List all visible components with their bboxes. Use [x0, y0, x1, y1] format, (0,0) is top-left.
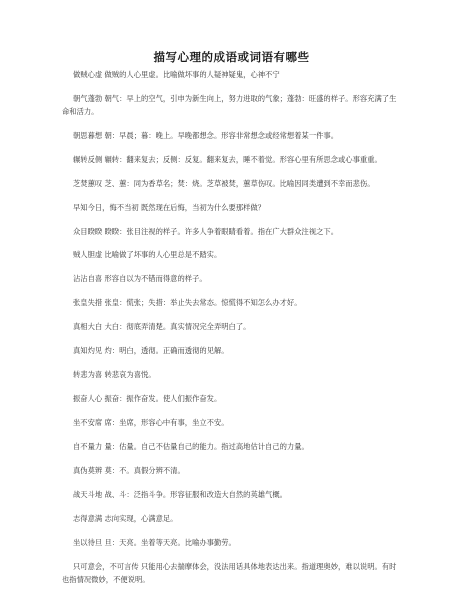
idiom-entry: 朝气蓬勃 朝气：早上的空气，引申为新生向上，努力进取的气象；蓬勃：旺盛的样子。形容充满了生命和活力。	[62, 93, 397, 116]
idiom-entry: 只可意会，不可言传 只能用心去揣摩体会，没法用话具体地表达出来。指道理奥妙，难以说明。有时也指情况微妙，不便说明。	[62, 562, 397, 584]
idiom-entry: 振奋人心 振奋：振作奋发。使人们振作奋发。	[73, 394, 222, 404]
idiom-entry: 做贼心虚 做贼的人心里虚。比喻做坏事的人疑神疑鬼，心神不宁	[73, 70, 280, 79]
idiom-entry: 坐以待旦 旦：天亮。坐着等天亮。比喻办事勤劳。	[73, 538, 236, 548]
idiom-entry: 沾沾自喜 形容自以为不错而得意的样子。	[73, 274, 207, 284]
idiom-entry: 真知灼见 灼：明白，透彻。正确而透彻的见解。	[73, 346, 229, 356]
idiom-entry: 真伪莫辨 莫：不。真假分辨不清。	[73, 466, 185, 476]
idiom-entry: 张皇失措 张皇：慌张；失措：举止失去常态。惊慌得不知怎么办才好。	[73, 298, 302, 308]
idiom-entry: 转悲为喜 转悲哀为喜悦。	[73, 370, 156, 380]
document-title: 描写心理的成语或词语有哪些	[153, 50, 310, 64]
idiom-entry: 众目睽睽 睽睽：张目注视的样子。许多人争着眼睛看着。指在广大群众注视之下。	[73, 226, 339, 236]
idiom-entry: 芝焚蕙叹 芝、蕙：同为香草名；焚：烧。芝草被焚，蕙草伤叹。比喻因同类遭到不幸而悲伤。	[73, 178, 375, 188]
idiom-entry: 坐不安席 席：坐席，形容心中有事，坐立不安。	[73, 418, 229, 428]
idiom-entry: 贼人胆虚 比喻做了坏事的人心里总是不踏实。	[73, 250, 222, 260]
idiom-entry: 志得意满 志向实现，心满意足。	[73, 514, 178, 524]
idiom-entry: 真相大白 大白：彻底弄清楚。真实情况完全弄明白了。	[73, 322, 251, 332]
idiom-list	[62, 69, 400, 598]
idiom-entry: 自不量力 量：估量。自己不估量自己的能力。指过高地估计自己的力量。	[73, 442, 309, 452]
idiom-entry: 早知今日，悔不当初 既然现在后悔，当初为什么要那样做？	[73, 202, 266, 212]
idiom-entry: 朝思暮想 朝：早晨；暮：晚上。早晚都想念。形容非常想念或经常想着某一件事。	[73, 130, 339, 140]
idiom-entry: 辗转反侧 辗转：翻来复去；反侧：反复。翻来复去，睡不着觉。形容心里有所思念或心事重重。	[73, 154, 382, 164]
idiom-entry: 战天斗地 战、斗：泛指斗争。形容征服和改造大自然的英雄气概。	[73, 490, 287, 500]
